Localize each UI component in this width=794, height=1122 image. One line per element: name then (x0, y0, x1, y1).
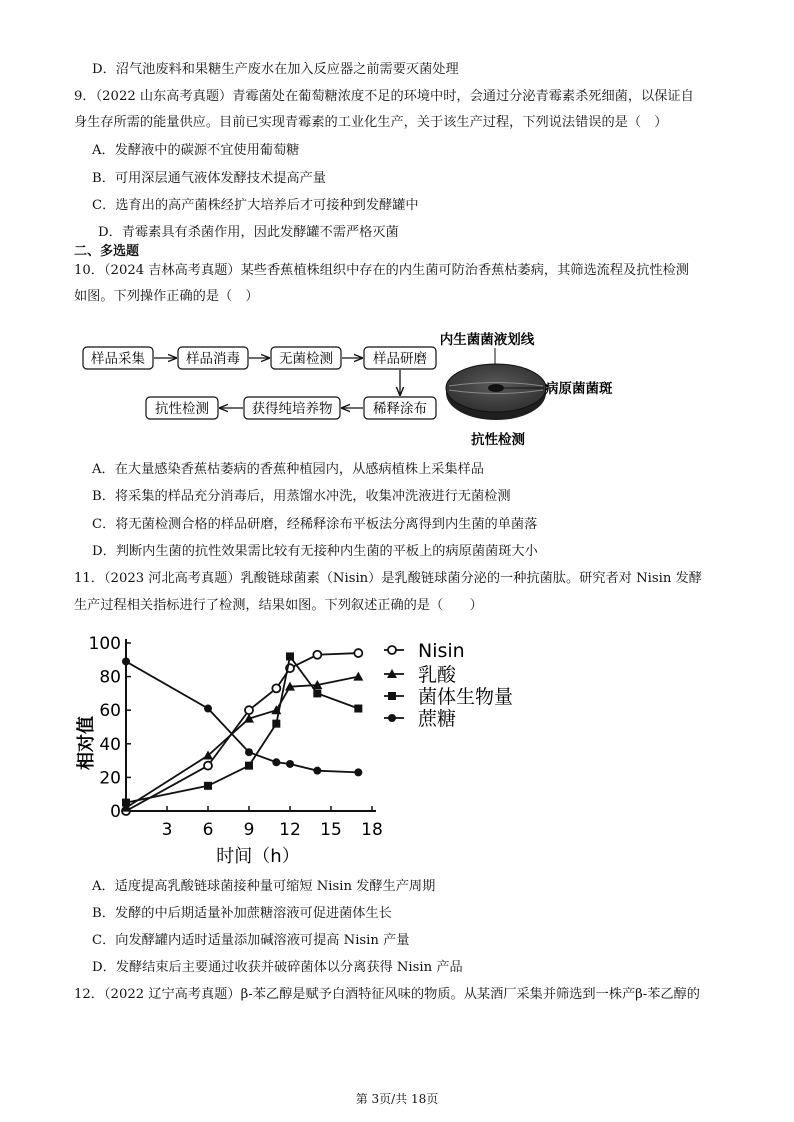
chart-point-series-0 (245, 706, 253, 714)
q9-option-d: D．青霉素具有杀菌作用，因此发酵罐不需严格灭菌 (98, 225, 399, 240)
chart-point-series-0 (354, 649, 362, 657)
chart-y-tick-label: 0 (110, 802, 121, 822)
flow-label-3: 无菌检测 (279, 351, 333, 367)
chart-point-series-3 (354, 768, 362, 776)
q12-stem-line1: 12．（2022 辽宁高考真题）β-苯乙醇是赋予白酒特征风味的物质。从某酒厂采集并筛选到一株产β-苯乙醇的 (74, 987, 700, 1002)
q11-stem-line1: 11．（2023 河北高考真题）乳酸链球菌素（Nisin）是乳酸链球菌分泌的一种抗菌肽。研究者对 Nisin 发酵 (74, 571, 702, 586)
q10-stem-line1: 10．（2024 吉林高考真题）某些香蕉植株组织中存在的内生菌可防治香蕉枯萎病，其筛选流程及抗性检测 (74, 263, 689, 278)
chart-y-axis-label: 相对值 (76, 716, 97, 770)
q9-option-b: B．可用深层通气液体发酵技术提高产量 (92, 171, 326, 186)
chart-point-series-2 (122, 799, 130, 807)
flow-label-6: 获得纯培养物 (251, 401, 333, 417)
legend-marker (388, 714, 396, 722)
plate-label-streak: 内生菌菌液划线 (439, 332, 535, 348)
q11-line-chart (0, 630, 794, 870)
q9-option-c: C．选育出的高产菌株经扩大培养后才可接种到发酵罐中 (92, 198, 419, 213)
q10-flow-diagram (0, 320, 794, 455)
chart-point-series-3 (286, 760, 294, 768)
q11-option-d: D．发酵结束后主要通过收获并破碎菌体以分离获得 Nisin 产品 (92, 960, 463, 975)
chart-point-series-0 (272, 684, 280, 692)
chart-point-series-2 (354, 705, 362, 713)
chart-y-tick-label: 100 (88, 634, 121, 654)
legend-label: 乳酸 (418, 664, 457, 686)
legend-marker (388, 646, 396, 654)
chart-point-series-2 (313, 689, 321, 697)
legend-label: 菌体生物量 (418, 686, 514, 708)
chart-series-line-2 (126, 656, 358, 802)
q11-option-a: A．适度提高乳酸链球菌接种量可缩短 Nisin 发酵生产周期 (92, 879, 436, 894)
legend-label: 蔗糖 (418, 708, 457, 730)
chart-point-series-2 (286, 652, 294, 660)
flow-label-1: 样品采集 (91, 351, 145, 367)
q8-option-d: D．沼气池废料和果糖生产废水在加入反应器之前需要灭菌处理 (92, 62, 459, 77)
q9-stem-line1: 9．（2022 山东高考真题）青霉菌处在葡萄糖浓度不足的环境中时，会通过分泌青霉素杀死细菌，以保证自 (74, 89, 694, 104)
chart-point-series-2 (204, 782, 212, 790)
plate-label-pathogen: 病原菌菌斑 (545, 381, 613, 397)
chart-x-tick-label: 15 (320, 820, 342, 840)
q11-stem-line2: 生产过程相关指标进行了检测，结果如图。下列叙述正确的是（ ） (74, 598, 483, 613)
chart-y-tick-label: 60 (99, 701, 121, 722)
q10-option-b: B．将采集的样品充分消毒后，用蒸馏水冲洗，收集冲洗液进行无菌检测 (92, 489, 511, 504)
flow-label-4: 样品研磨 (373, 351, 427, 367)
chart-point-series-0 (313, 651, 321, 659)
page-footer: 第 3页/共 18页 (355, 1092, 439, 1106)
q11-option-c: C．向发酵罐内适时适量添加碱溶液可提高 Nisin 产量 (92, 933, 410, 948)
legend-marker (388, 692, 396, 700)
chart-point-series-2 (272, 720, 280, 728)
q10-option-c: C．将无菌检测合格的样品研磨，经稀释涂布平板法分离得到内生菌的单菌落 (92, 517, 538, 532)
legend-label: Nisin (418, 640, 465, 662)
chart-point-series-1 (353, 672, 363, 681)
chart-point-series-3 (245, 748, 253, 756)
plate-label-resistance: 抗性检测 (471, 432, 525, 448)
chart-series-line-0 (126, 653, 358, 811)
chart-x-tick-label: 9 (243, 820, 255, 840)
chart-point-series-3 (272, 758, 280, 766)
chart-point-series-3 (122, 657, 130, 665)
flow-label-2: 样品消毒 (186, 351, 240, 367)
q11-option-b: B．发酵的中后期适量补加蔗糖溶液可促进菌体生长 (92, 906, 392, 921)
chart-series-line-3 (126, 661, 358, 772)
chart-x-axis-label: 时间（h） (216, 846, 300, 867)
chart-point-series-3 (313, 767, 321, 775)
section-heading-multi-choice: 二、多选题 (74, 244, 140, 259)
q9-option-a: A．发酵液中的碳源不宜使用葡萄糖 (92, 143, 300, 158)
pathogen-spot (488, 384, 504, 392)
chart-y-tick-label: 20 (99, 768, 121, 789)
flow-label-7: 抗性检测 (155, 401, 209, 417)
flow-label-5: 稀释涂布 (373, 401, 427, 417)
chart-x-tick-label: 12 (279, 820, 301, 840)
chart-x-tick-label: 6 (202, 820, 214, 840)
chart-point-series-3 (204, 705, 212, 713)
chart-y-tick-label: 40 (99, 734, 121, 755)
chart-x-tick-label: 18 (361, 820, 383, 840)
q10-option-a: A．在大量感染香蕉枯萎病的香蕉种植园内，从感病植株上采集样品 (92, 462, 484, 477)
q10-option-d: D．判断内生菌的抗性效果需比较有无接种内生菌的平板上的病原菌菌斑大小 (92, 544, 538, 559)
q10-stem-line2: 如图。下列操作正确的是（ ） (74, 289, 259, 304)
q9-stem-line2: 身生存所需的能量供应。目前已实现青霉素的工业化生产，关于该生产过程，下列说法错误的是（ ） (74, 115, 668, 130)
chart-x-tick-label: 3 (161, 820, 173, 840)
chart-point-series-2 (245, 762, 253, 770)
chart-point-series-0 (204, 762, 212, 770)
chart-y-tick-label: 80 (99, 667, 121, 688)
